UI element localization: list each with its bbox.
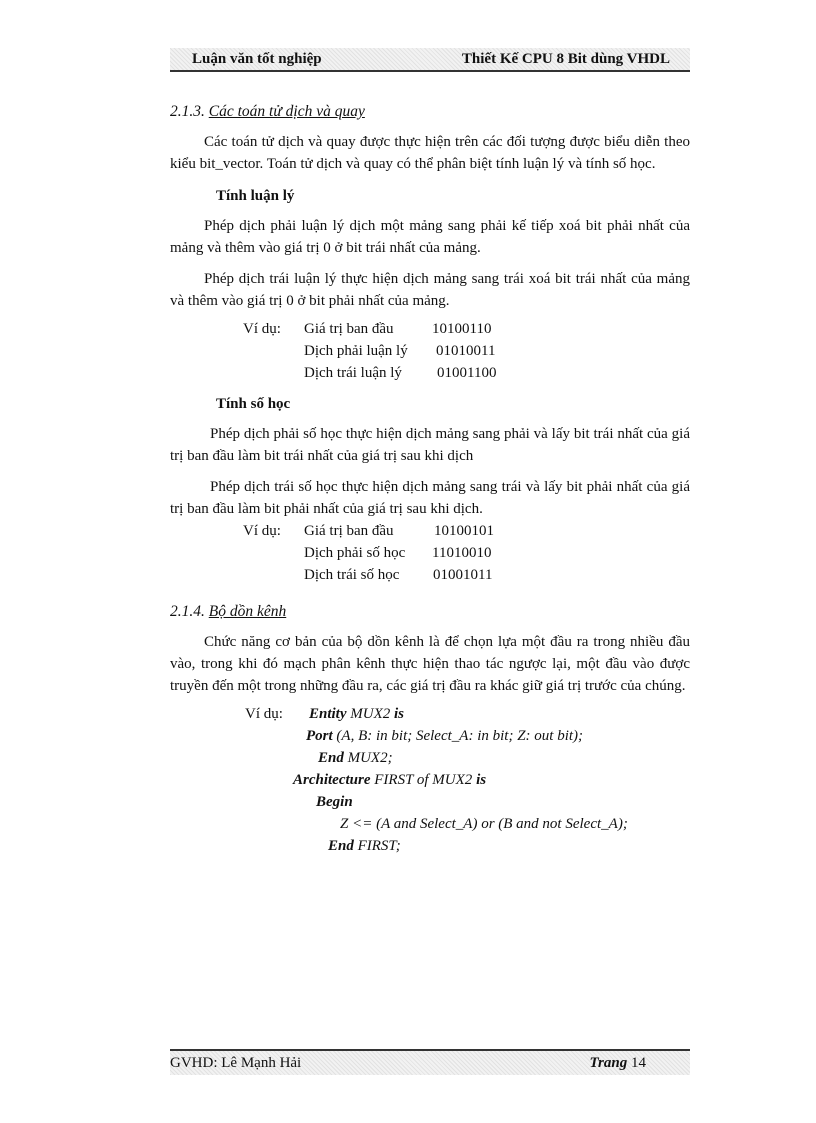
logical-example-row-2 bbox=[170, 340, 690, 362]
header-right-title: Thiết Kế CPU 8 Bit dùng VHDL bbox=[461, 51, 670, 67]
code-keyword: End bbox=[318, 750, 344, 766]
page-number: 14 bbox=[631, 1055, 646, 1071]
section-title: Bộ dồn kênh bbox=[208, 603, 287, 620]
code-keyword: Begin bbox=[316, 794, 353, 810]
page-word: Trang bbox=[589, 1055, 628, 1071]
logical-example-row-3 bbox=[170, 362, 690, 384]
logical-example-row-1 bbox=[170, 318, 690, 340]
section-number: 2.1.4. bbox=[170, 603, 205, 620]
section-title: Các toán tử dịch và quay bbox=[208, 103, 365, 120]
example-row-value: 01001100 bbox=[437, 365, 497, 381]
example-row-value: 10100110 bbox=[432, 321, 492, 337]
code-keyword: Entity bbox=[309, 706, 347, 722]
code-keyword: is bbox=[394, 706, 405, 722]
logical-para-1: Phép dịch phải luận lý dịch một mảng sang phải kế tiếp xoá bit phải nhất của mảng và thêm vào giá trị 0 ở bit trái nhất của mảng. bbox=[170, 218, 690, 256]
code-text: Z <= (A and Select_A) or (B and not Select_A); bbox=[340, 816, 628, 832]
page-header bbox=[170, 48, 690, 72]
example-row-label: Giá trị ban đầu bbox=[304, 321, 394, 337]
example-label: Ví dụ: bbox=[245, 706, 283, 722]
header-left-title: Luận văn tốt nghiệp bbox=[192, 51, 322, 67]
example-row-label: Giá trị ban đầu bbox=[304, 523, 394, 539]
code-line-4 bbox=[170, 769, 690, 791]
example-row-value: 01010011 bbox=[436, 343, 496, 359]
arithmetic-example-row-2 bbox=[170, 542, 690, 564]
arithmetic-para-1: Phép dịch phải số học thực hiện dịch mảng sang phải và lấy bit trái nhất của giá trị ban đầu làm bit trái nhất của giá trị sau khi dịch bbox=[170, 426, 690, 464]
code-text: (A, B: in bit; Select_A: in bit; Z: out bit); bbox=[332, 728, 584, 744]
mux-paragraph: Chức năng cơ bản của bộ dồn kênh là để chọn lựa một đầu ra trong nhiều đầu vào, trong khi đó mạch phân kênh thực hiện thao tác ngược lại, một đầu vào được truyền đến một trong những đầu ra, các giá trị đầu ra khác giữ giá trị trước của chúng. bbox=[170, 634, 690, 694]
example-row-label: Dịch phải luận lý bbox=[304, 343, 408, 359]
footer-page bbox=[589, 1055, 646, 1072]
arithmetic-para-2: Phép dịch trái số học thực hiện dịch mảng sang trái và lấy bit phải nhất của giá trị ban đầu làm bit phải nhất của giá trị sau khi dịch. bbox=[170, 479, 690, 517]
code-text: MUX2; bbox=[343, 750, 393, 766]
code-keyword: Architecture bbox=[293, 772, 371, 788]
page-footer bbox=[170, 1049, 690, 1075]
example-row-label: Dịch trái luận lý bbox=[304, 365, 402, 381]
subheading-arithmetic: Tính số học bbox=[216, 396, 291, 412]
example-row-value: 01001011 bbox=[433, 567, 493, 583]
section-number: 2.1.3. bbox=[170, 103, 205, 120]
code-keyword: Port bbox=[306, 728, 333, 744]
code-line-2 bbox=[170, 725, 690, 747]
section-heading-2-1-4 bbox=[170, 601, 690, 623]
example-label: Ví dụ: bbox=[243, 523, 281, 539]
arithmetic-example-row-3 bbox=[170, 564, 690, 586]
footer-advisor: GVHD: Lê Mạnh Hải bbox=[170, 1055, 302, 1071]
section-heading-2-1-3 bbox=[170, 101, 690, 123]
logical-para-2: Phép dịch trái luận lý thực hiện dịch mảng sang trái xoá bit trái nhất của mảng và thêm vào giá trị 0 ở bit phải nhất của mảng. bbox=[170, 271, 690, 309]
example-row-value: 11010010 bbox=[432, 545, 492, 561]
code-keyword: End bbox=[328, 838, 354, 854]
code-line-3 bbox=[170, 747, 690, 769]
example-row-label: Dịch trái số học bbox=[304, 567, 400, 583]
code-keyword: is bbox=[476, 772, 487, 788]
page-content bbox=[170, 101, 690, 857]
code-line-5 bbox=[170, 791, 690, 813]
code-text: MUX2 bbox=[346, 706, 395, 722]
code-line-1 bbox=[170, 703, 690, 725]
example-row-value: 10100101 bbox=[434, 523, 494, 539]
code-line-7 bbox=[170, 835, 690, 857]
example-row-label: Dịch phải số học bbox=[304, 545, 406, 561]
intro-paragraph: Các toán tử dịch và quay được thực hiện trên các đối tượng được biểu diễn theo kiểu bit_vector. Toán tử dịch và quay có thể phân biệt tính luận lý và tính số học. bbox=[170, 134, 690, 172]
code-text: FIRST of MUX2 bbox=[370, 772, 477, 788]
code-text: FIRST; bbox=[353, 838, 401, 854]
subheading-logical: Tính luận lý bbox=[216, 188, 295, 204]
example-label: Ví dụ: bbox=[243, 321, 281, 337]
code-line-6 bbox=[170, 813, 690, 835]
arithmetic-example-row-1 bbox=[170, 520, 690, 542]
